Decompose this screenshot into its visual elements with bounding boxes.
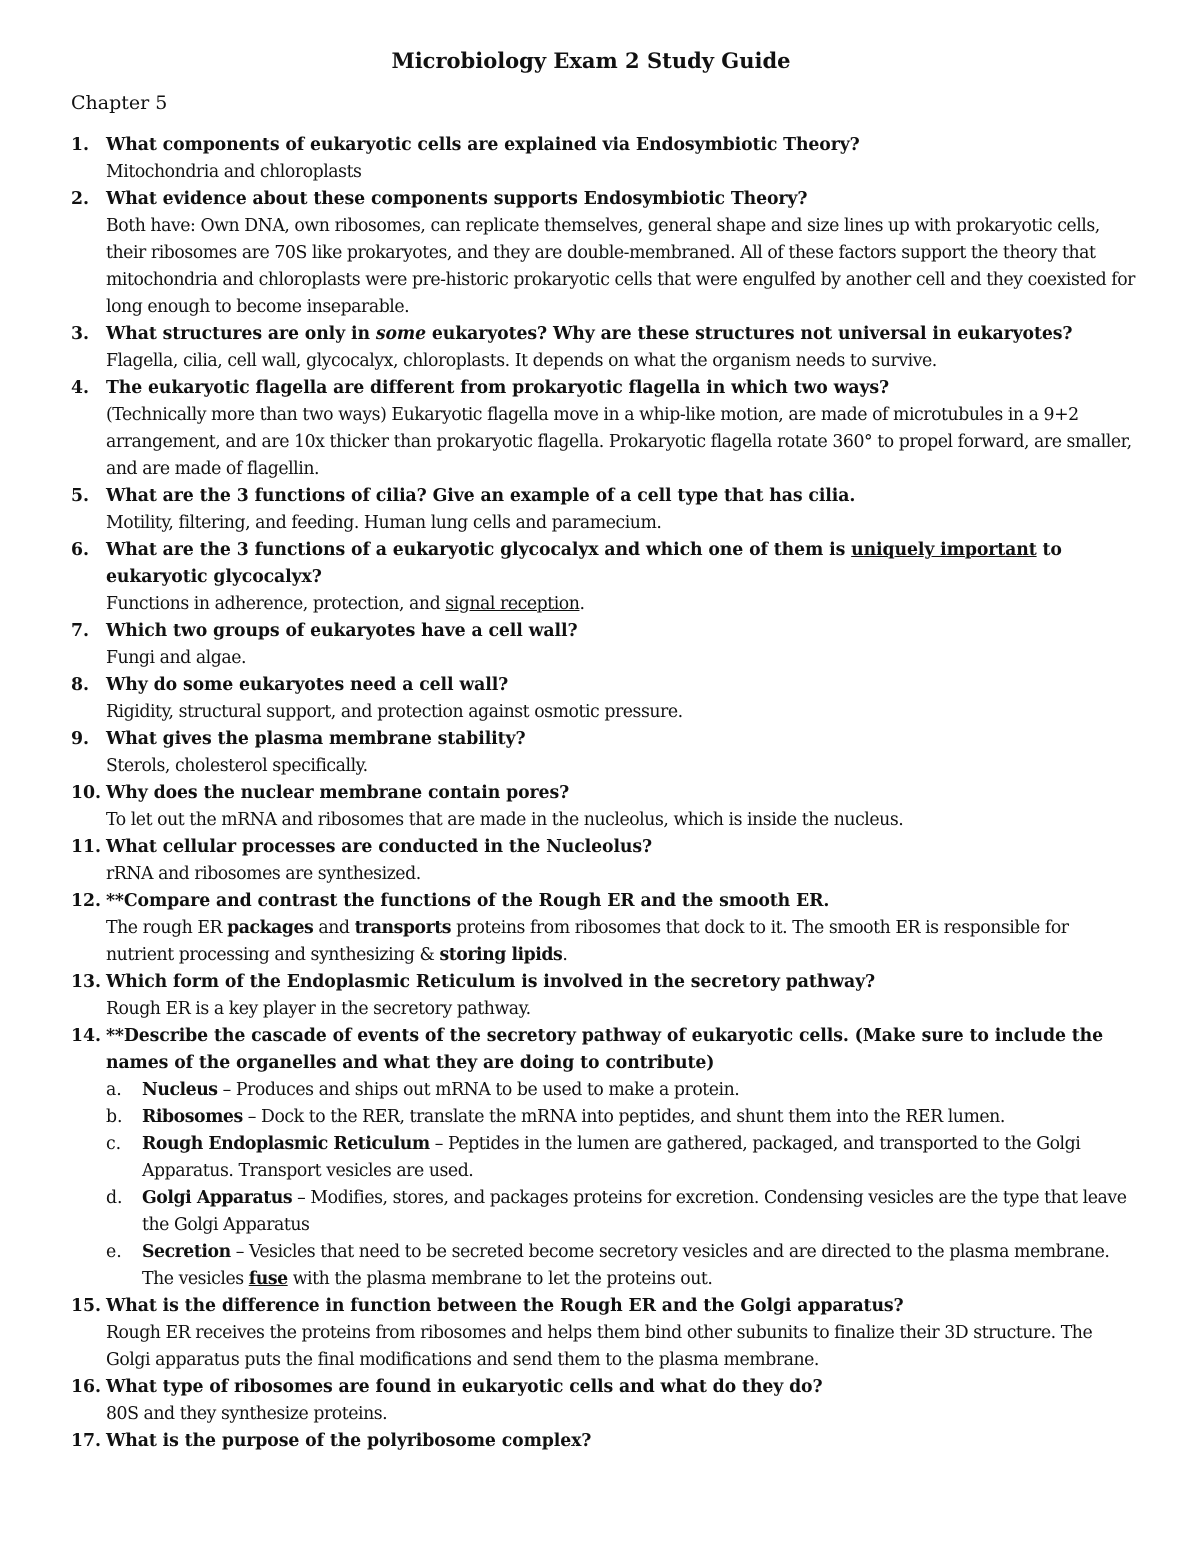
bold-term: storing lipids — [439, 945, 563, 965]
sub-item — [106, 1239, 1140, 1293]
question-text-part: What are the 3 functions of a eukaryotic glycocalyx and which one of them is — [106, 540, 852, 560]
question-number: 15. — [71, 1296, 102, 1316]
question-number: 10. — [71, 783, 102, 803]
bold-term: packages — [227, 918, 314, 938]
sub-item-text: – Produces and ships out mRNA to be used to make a protein. — [217, 1080, 740, 1100]
question-item — [0, 132, 1200, 186]
question-text: What components of eukaryotic cells are explained via Endosymbiotic Theory? — [106, 135, 860, 155]
question-text: What is the purpose of the polyribosome complex? — [106, 1431, 592, 1451]
sub-item — [106, 1104, 1140, 1131]
question-text: Which two groups of eukaryotes have a cell wall? — [106, 621, 578, 641]
sub-item-text: – Modifies, stores, and packages proteins for excretion. Condensing vesicles are the type that leave the Golgi Apparatus — [142, 1188, 1127, 1235]
answer-text-part: Functions in adherence, protection, and — [106, 594, 446, 614]
question-number: 2. — [71, 189, 90, 209]
sub-item-text: – Peptides in the lumen are gathered, packaged, and transported to the Golgi Apparatus. Transport vesicles are used. — [142, 1134, 1081, 1181]
document-title: Microbiology Exam 2 Study Guide — [391, 48, 791, 73]
question-number: 4. — [71, 378, 90, 398]
answer-text: Motility, filtering, and feeding. Human lung cells and paramecium. — [106, 513, 662, 533]
question-text: **Describe the cascade of events of the secretory pathway of eukaryotic cells. (Make sure to include the names of the organelles and what they are doing to contribute) — [106, 1026, 1104, 1073]
question-text: What are the 3 functions of cilia? Give an example of a cell type that has cilia. — [106, 486, 856, 506]
question-number: 17. — [71, 1431, 102, 1451]
question-item — [0, 672, 1200, 726]
underlined-phrase: uniquely important — [851, 540, 1037, 560]
question-item — [0, 186, 1200, 321]
answer-text: Sterols, cholesterol specifically. — [106, 756, 368, 776]
question-number: 13. — [71, 972, 102, 992]
question-text — [106, 321, 1140, 348]
sub-item-letter: e. — [106, 1242, 122, 1262]
question-list — [0, 132, 1200, 1455]
emphasized-word: some — [375, 324, 426, 344]
question-text-part: to eukaryotic glycocalyx? — [106, 540, 1062, 587]
sub-item-term: Rough Endoplasmic Reticulum — [142, 1134, 430, 1154]
sub-item — [106, 1077, 1140, 1104]
sub-item-term: Ribosomes — [142, 1107, 243, 1127]
answer-text: To let out the mRNA and ribosomes that are made in the nucleolus, which is inside the nucleus. — [106, 810, 904, 830]
question-number: 12. — [71, 891, 102, 911]
question-number: 14. — [71, 1026, 102, 1046]
underlined-phrase: signal reception — [445, 594, 580, 614]
answer-text-part: proteins from ribosomes that dock to it. The smooth ER is responsible for nutrient processing and synthesizing & — [106, 918, 1069, 965]
sub-item-text: – Vesicles that need to be secreted become secretory vesicles and are directed to the plasma membrane. The vesicles — [142, 1242, 1110, 1289]
underlined-term: fuse — [248, 1269, 288, 1289]
question-number: 3. — [71, 324, 90, 344]
question-item — [0, 969, 1200, 1023]
answer-text: (Technically more than two ways) Eukaryotic flagella move in a whip-like motion, are made of microtubules in a 9+2 arrangement, and are 10x thicker than prokaryotic flagella. Prokaryotic flagella rotate 360° to propel forward, are smaller, and are made of flagellin. — [106, 405, 1132, 479]
question-item — [0, 321, 1200, 375]
answer-text: Rigidity, structural support, and protection against osmotic pressure. — [106, 702, 683, 722]
question-text-part: What structures are only in — [106, 324, 376, 344]
question-number: 9. — [71, 729, 90, 749]
answer-text: 80S and they synthesize proteins. — [106, 1404, 388, 1424]
question-item — [0, 375, 1200, 483]
question-item — [0, 1023, 1200, 1293]
question-text: What type of ribosomes are found in eukaryotic cells and what do they do? — [106, 1377, 823, 1397]
bold-term: transports — [354, 918, 452, 938]
sub-item-text: – Dock to the RER, translate the mRNA into peptides, and shunt them into the RER lumen. — [242, 1107, 1005, 1127]
answer-text: Rough ER is a key player in the secretory pathway. — [106, 999, 531, 1019]
question-text: The eukaryotic flagella are different from prokaryotic flagella in which two ways? — [106, 378, 890, 398]
sub-item-text: with the plasma membrane to let the proteins out. — [287, 1269, 713, 1289]
sub-item — [106, 1185, 1140, 1239]
answer-text: Flagella, cilia, cell wall, glycocalyx, chloroplasts. It depends on what the organism needs to survive. — [106, 351, 937, 371]
answer-text: Mitochondria and chloroplasts — [106, 162, 362, 182]
question-text: Why do some eukaryotes need a cell wall? — [106, 675, 509, 695]
question-item — [0, 618, 1200, 672]
question-item — [0, 888, 1200, 969]
question-number: 11. — [71, 837, 102, 857]
answer-text — [106, 591, 1140, 618]
question-text: Which form of the Endoplasmic Reticulum is involved in the secretory pathway? — [106, 972, 876, 992]
sub-item-letter: a. — [106, 1080, 122, 1100]
question-item — [0, 726, 1200, 780]
question-item — [0, 537, 1200, 618]
question-text: What cellular processes are conducted in the Nucleolus? — [106, 837, 653, 857]
answer-text-part: and — [313, 918, 355, 938]
question-text: What is the difference in function between the Rough ER and the Golgi apparatus? — [106, 1296, 904, 1316]
sub-item-letter: c. — [106, 1134, 122, 1154]
question-number: 5. — [71, 486, 90, 506]
answer-text: Both have: Own DNA, own ribosomes, can replicate themselves, general shape and size lines up with prokaryotic cells, their ribosomes are 70S like prokaryotes, and they are double-membraned. All of these factors support the theory that mitochondria and chloroplasts were pre-historic prokaryotic cells that were engulfed by another cell and they coexisted for long enough to become inseparable. — [106, 216, 1135, 317]
question-text: What gives the plasma membrane stability? — [106, 729, 526, 749]
answer-text: Rough ER receives the proteins from ribosomes and helps them bind other subunits to finalize their 3D structure. The Golgi apparatus puts the final modifications and send them to the plasma membrane. — [106, 1323, 1093, 1370]
sub-item-letter: d. — [106, 1188, 123, 1208]
question-item — [0, 1428, 1200, 1455]
question-text — [106, 537, 1140, 591]
answer-text: Fungi and algae. — [106, 648, 247, 668]
question-text-part: eukaryotes? Why are these structures not universal in eukaryotes? — [425, 324, 1073, 344]
question-item — [0, 483, 1200, 537]
answer-text-part: The rough ER — [106, 918, 228, 938]
answer-text: rRNA and ribosomes are synthesized. — [106, 864, 421, 884]
question-number: 7. — [71, 621, 90, 641]
sub-item-letter: b. — [106, 1107, 123, 1127]
question-number: 1. — [71, 135, 90, 155]
question-text: Why does the nuclear membrane contain pores? — [106, 783, 570, 803]
question-item — [0, 1374, 1200, 1428]
question-text: What evidence about these components supports Endosymbiotic Theory? — [106, 189, 808, 209]
question-number: 16. — [71, 1377, 102, 1397]
sub-item-term: Nucleus — [142, 1080, 218, 1100]
chapter-heading: Chapter 5 — [71, 92, 168, 114]
question-item — [0, 834, 1200, 888]
answer-text-part: . — [579, 594, 585, 614]
answer-text-part: . — [562, 945, 568, 965]
question-text: **Compare and contrast the functions of the Rough ER and the smooth ER. — [106, 891, 830, 911]
answer-text — [106, 915, 1140, 969]
sub-item-term: Secretion — [142, 1242, 231, 1262]
sub-item-term: Golgi Apparatus — [142, 1188, 293, 1208]
question-item — [0, 780, 1200, 834]
question-item — [0, 1293, 1200, 1374]
question-number: 6. — [71, 540, 90, 560]
sub-item — [106, 1131, 1140, 1185]
question-number: 8. — [71, 675, 90, 695]
